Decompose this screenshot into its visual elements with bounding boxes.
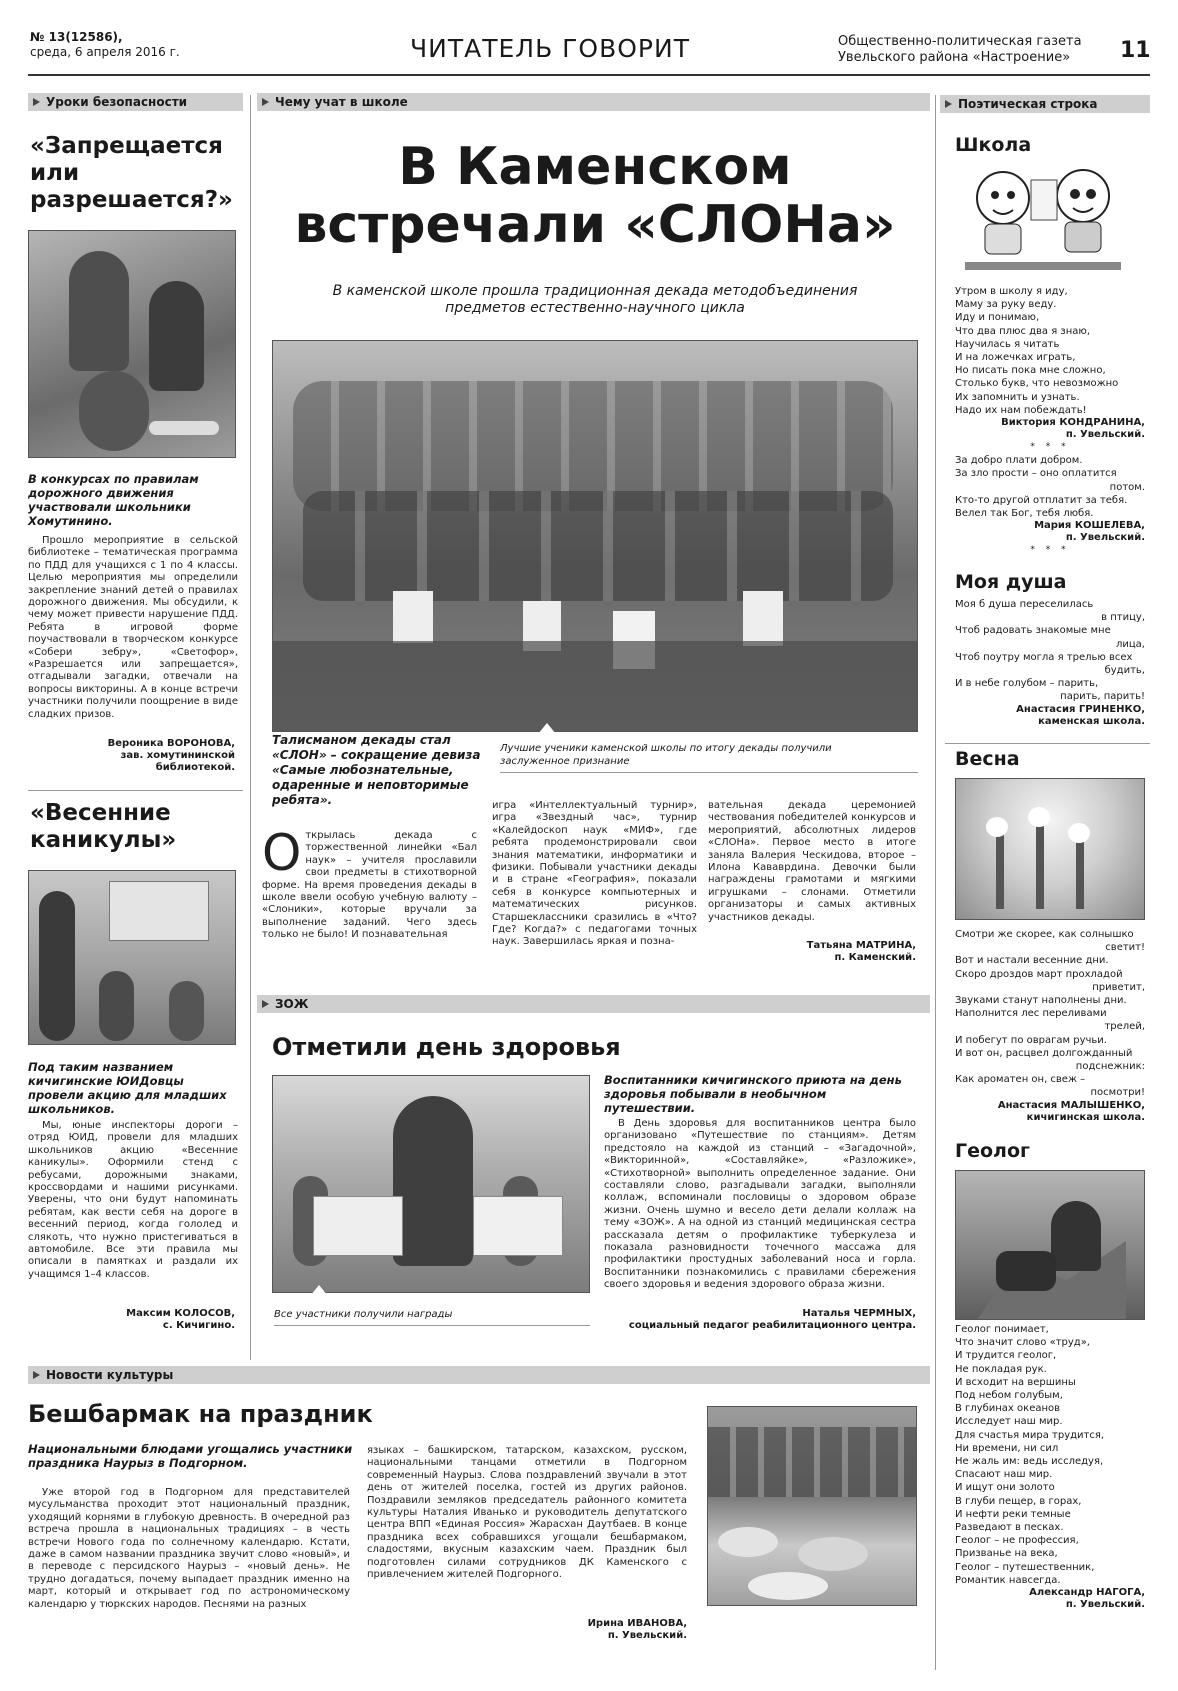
signature-name: Татьяна МАТРИНА,	[806, 940, 916, 951]
signature-name: Мария КОШЕЛЕВА,	[1034, 520, 1145, 532]
signature-place: п. Увельский.	[1065, 532, 1145, 544]
poem-line: И в небе голубом – парить,	[955, 678, 1099, 690]
signature-name: Виктория КОНДРАНИНА,	[1001, 417, 1145, 429]
poem-line: И на ложечках играть,	[955, 352, 1076, 364]
poem-line: Геолог – путешественник,	[955, 1561, 1095, 1573]
signature-place: п. Увельский.	[1065, 429, 1145, 441]
signature-ivanova	[470, 1618, 687, 1642]
photo-children-game	[28, 230, 236, 458]
illustration-school-kids	[955, 160, 1131, 280]
poem-line: И всходит на вершины	[955, 1376, 1076, 1388]
poem-line: Кто-то другой отплатит за тебя.	[955, 494, 1128, 506]
poetry-separator	[945, 743, 1150, 744]
poem-line: И ищут они золото	[955, 1482, 1055, 1494]
rubric-school: Чему учат в школе	[257, 93, 930, 111]
signature-name: Вероника ВОРОНОВА,	[107, 738, 235, 749]
poem-line: Велел так Бог, тебя любя.	[955, 508, 1094, 520]
header-rule	[28, 74, 1150, 76]
paper-name-line2: Увельского района «Настроение»	[838, 50, 1071, 65]
poem-line: Романтик навсегда.	[955, 1574, 1061, 1586]
signature-name: Наталья ЧЕРМНЫХ,	[802, 1308, 916, 1319]
issue-number: № 13(12586),	[30, 30, 123, 44]
article-lead-beshbarmak: Национальными блюдами угощались участники праздника Наурыз в Подгорном.	[28, 1442, 353, 1470]
poem-line: Маму за руку веду.	[955, 299, 1057, 311]
poem-line: парить, парить!	[1060, 691, 1145, 703]
poem-line: подснежник:	[1075, 1061, 1145, 1073]
rubric-culture: Новости культуры	[28, 1366, 930, 1384]
photo-caption-awards: Все участники получили награды	[274, 1309, 453, 1320]
poem-line: Утром в школу я иду,	[955, 286, 1068, 297]
poem-title-soul: Моя душа	[955, 571, 1067, 593]
rubric-poetry: Поэтическая строка	[940, 95, 1150, 113]
signature-place: библиотекой.	[155, 762, 235, 773]
school-kids-icon	[955, 160, 1131, 280]
signature-role: зав. хомутининской	[120, 750, 235, 761]
separator-stars: * * *	[1030, 545, 1070, 556]
article-body-beshbarmak-col1	[28, 1487, 350, 1611]
poem-line: будить,	[1104, 665, 1145, 677]
poem-line: Что значит слово «труд»,	[955, 1337, 1090, 1349]
section-title: ЧИТАТЕЛЬ ГОВОРИТ	[410, 34, 690, 63]
photo-pointer-icon	[310, 1285, 328, 1296]
poem-line: И нефти реки темные	[955, 1508, 1071, 1520]
poem-line: За зло прости – оно оплатится	[955, 468, 1117, 480]
article-lead-health-day: Воспитанники кичигинского приюта на день здоровья побывали в необычном путешествии.	[604, 1073, 902, 1115]
poem-line: Вот и настали весенние дни.	[955, 955, 1109, 967]
photo-caption-students: Лучшие ученики каменской школы по итогу декады получили заслуженное признание	[500, 743, 832, 767]
signature-name: Максим КОЛОСОВ,	[126, 1308, 235, 1319]
separator-stars: * * *	[1030, 442, 1070, 453]
photo-pointer-icon	[538, 723, 556, 734]
poem-line: Научилась я читать	[955, 338, 1060, 350]
signature-place: п. Каменский.	[834, 952, 916, 963]
article-paragraph: игра «Интеллектуальный турнир», игра «Звездный час», турнир «Калейдоскоп наук «МИФ», где ребята продемонстрировали свои знания математики, информатики и физики. Побывали участники декады и в стране «География», показали себя в конкурсе компьютерных и математических рисунков. Старшеклассники сразились в «Что? Где? Когда?» с педагогами точных наук. Завершилась яркая и позна-	[492, 800, 697, 948]
poem-line: Как ароматен он, свеж –	[955, 1074, 1086, 1086]
poem-line: лица,	[1115, 638, 1145, 650]
signature-place: п. Увельский.	[607, 1630, 687, 1641]
article-paragraph: В День здоровья для воспитанников центра было организовано «Путешествие по станциям». Детям предстояло на каждой из станций – «Загадочной», «Викторинной», «Составляйке», «Разложике», «Стихотворной» выполнить определенное задание. Они составляли слово, разгадывали загадки, выполняли коллаж, вспоминали пословицы о здоровом образе жизни. Очень шумно и весело дети делали коллаж на тему «ЗОЖ». А на одной из станций медицинская сестра рассказала детям о профилактике туберкулеза и показала разновидности точечного массажа для профилактики простудных заболеваний носа и горла. Воспитанники познакомились с правилами сбережения своего здоровья и ведения здорового образа жизни.	[604, 1118, 916, 1291]
drop-cap: О	[262, 824, 302, 882]
signature-name: Ирина ИВАНОВА,	[587, 1618, 687, 1629]
signature-place: п. Увельский.	[1065, 1599, 1145, 1611]
poem-line: Чтоб радовать знакомые мне	[955, 625, 1111, 637]
page-number: 11	[1120, 38, 1151, 63]
rubric-zozh: ЗОЖ	[257, 995, 930, 1013]
poem-line: Геолог понимает,	[955, 1324, 1049, 1335]
article-lead-prohibited: В конкурсах по правилам дорожного движения участвовали школьники Хомутинино.	[28, 472, 199, 528]
signature-name: Анастасия ГРИНЕНКО,	[1016, 703, 1145, 715]
photo-yid-stand	[28, 870, 236, 1045]
signature-matrina	[708, 940, 916, 964]
photo-snowdrops	[955, 778, 1145, 920]
article-paragraph: вательная декада церемонией чествования победителей конкурсов и мероприятий, абсолютных лидеров «СЛОНа». Первое место в итоге заняла Валерия Ческидова, второе – Илона Кававрдина. Девочки были награждены грамотами и мягкими игрушками – слонами. Отметили организаторы и самых активных участников декады.	[708, 800, 916, 923]
poem-line: Для счастья мира трудится,	[955, 1429, 1105, 1441]
poem-line: в птицу,	[1101, 612, 1145, 624]
article-paragraph: языках – башкирском, татарском, казахском, русском, национальными танцами отметили в Подгорном современный Наурыз. Слова поздравлений звучали в этот день от жителей поселка, гостей из других районов. Поздравили земляков председатель районного комитета культуры Наталия Иванько и руководитель депутатского центра ВПП «Единая Россия» Жарасхан Даутбаев. В конце праздника всех собравшихся угощали бешбармаком, сладостями, вкусным казахским чаем. Праздник был подготовлен силами сотрудников ДК Каменского с привлечением жителей Подгорного.	[367, 1445, 687, 1581]
poem-title-school: Школа	[955, 134, 1032, 156]
poem-line: Геолог – не профессия,	[955, 1535, 1079, 1547]
article-body-holidays	[28, 1120, 238, 1281]
poem-line: светит!	[1105, 942, 1145, 954]
poem-geologist	[955, 1323, 1145, 1611]
article-paragraph: Прошло мероприятие в сельской библиотеке – тематическая программа по ПДД для учащихся с 1 по 4 классы. Целью мероприятия мы определили закрепление знаний детей о правилах дорожного движения. Мы обсудили, к чему может привести нарушение ПДД. Ребята в игровой форме поучаствовали в творческом конкурсе «Собери зебру», «Светофор», «Разрешается или запрещается», отгадывали загадки, отвечали на вопросы викторины. А в конце встречи участники получили поощрение в виде сладких призов.	[28, 535, 238, 720]
article-body-prohibited	[28, 535, 238, 721]
poem-line: потом.	[1109, 481, 1145, 493]
caption-underline	[274, 1325, 590, 1326]
issue-date: среда, 6 апреля 2016 г.	[30, 45, 180, 59]
article-lead-slon: Талисманом декады стал «СЛОН» – сокращение девиза «Самые любознательные, одаренные и неповторимые ребята».	[272, 733, 481, 807]
poem-line: Иду и понимаю,	[955, 312, 1040, 324]
signature-kolosov	[28, 1308, 235, 1332]
photo-best-students	[272, 340, 918, 732]
column-divider-right	[935, 95, 936, 1670]
poem-line: трелей,	[1104, 1021, 1145, 1033]
poem-line: Надо их нам побеждать!	[955, 404, 1087, 416]
poem-title-spring: Весна	[955, 748, 1020, 770]
signature-place: каменская школа.	[1038, 715, 1145, 727]
signature-place: кичигинская школа.	[1026, 1111, 1145, 1123]
poem-line: Их запомнить и узнать.	[955, 391, 1080, 403]
poem-line: Спасают наш мир.	[955, 1469, 1053, 1481]
article-paragraph: Мы, юные инспекторы дороги – отряд ЮИД, провели для младших школьников акцию «Весенние каникулы». Оформили стенд с ребусами, дорожными знаками, кроссвордами и нашими рисунками. Уверены, что они будут напоминать ребятам, как вести себя на дороге в весенний период, когда гололед и слякоть, что нужно пристегиваться в автомобиле. Все эти правила мы описали в памятках и раздали их учащимся 1–4 классов.	[28, 1120, 238, 1280]
poem-line: В глубинах океанов	[955, 1403, 1061, 1415]
photo-nauryz-feast	[707, 1406, 917, 1606]
article-paragraph: Уже второй год в Подгорном для представителей мусульманства проходит этот национальный праздник, уходящий корнями в глубокую древность. В очередной раз встреча прошла в национальных традициях – в честь встречи Нового года по солнечному календарю. Кстати, даже в самом названии праздника звучит слово «новый», и в переводе с персидского Наурыз – «новый день». Не трудно догадаться, почему выпадает праздник именно на март, который и открывает год по астрономическому календарю у тюркских народов. Песнями на разных	[28, 1487, 350, 1610]
paper-name-line1: Общественно-политическая газета	[838, 34, 1082, 49]
article-body-beshbarmak-col2	[367, 1445, 687, 1581]
signature-place: с. Кичигино.	[162, 1320, 235, 1331]
signature-chermnykh	[580, 1308, 916, 1332]
poem-line: Что два плюс два я знаю,	[955, 325, 1091, 337]
title-line: встречали «СЛОНа»	[294, 195, 896, 255]
poem-line: Наполнится лес переливами	[955, 1008, 1107, 1020]
article-subtitle-slon: В каменской школе прошла традиционная декада методобъединения предметов естественно-научного цикла	[332, 283, 858, 316]
rubric-safety: Уроки безопасности	[28, 93, 243, 111]
article-paragraph: ткрылась декада с торжественной линейки «Бал наук» – учителя прославили свои предметы в стихотворной форме. На время проведения декады в школе ввели особую учебную валюту – «Слоники», которые вручали за выполнение заданий. Чего здесь только не было! И познавательная	[262, 830, 477, 941]
article-title-beshbarmak: Бешбармак на праздник	[28, 1400, 373, 1428]
article-title-health-day: Отметили день здоровья	[272, 1033, 621, 1061]
poem-line: Звуками станут наполнены дни.	[955, 995, 1127, 1007]
poem-line: И трудится геолог,	[955, 1350, 1057, 1362]
poem-line: Но писать пока мне сложно,	[955, 365, 1106, 377]
poem-line: Разведают в песках.	[955, 1522, 1064, 1534]
column-divider-left	[250, 95, 251, 1360]
poem-title-geologist: Геолог	[955, 1140, 1030, 1162]
signature-name: Александр НАГОГА,	[1029, 1587, 1145, 1599]
article-lead-holidays: Под таким названием кичигинские ЮИДовцы провели акцию для младших школьников.	[28, 1060, 227, 1116]
caption-underline	[500, 772, 918, 773]
poem-line: Не жаль им: ведь исследуя,	[955, 1456, 1104, 1468]
poem-soul	[955, 598, 1145, 728]
poem-line: Смотри же скорее, как солнышко	[955, 929, 1134, 940]
poem-line: приветит,	[1092, 981, 1145, 993]
signature-voronova	[28, 738, 235, 774]
poem-line: посмотри!	[1090, 1087, 1145, 1099]
poem-line: Столько букв, что невозможно	[955, 378, 1119, 390]
poem-school	[955, 285, 1145, 557]
article-title-holidays: «Весенние каникулы»	[30, 800, 177, 853]
photo-geologist	[955, 1170, 1145, 1320]
article-body-slon-col3	[708, 800, 916, 924]
left-separator	[28, 790, 243, 791]
article-body-health-day	[604, 1118, 916, 1292]
signature-name: Анастасия МАЛЫШЕНКО,	[997, 1099, 1145, 1111]
article-title-slon	[255, 138, 935, 254]
article-body-slon-col2	[492, 800, 697, 949]
photo-health-day-children	[272, 1075, 590, 1293]
title-line: В Каменском	[398, 137, 792, 197]
poem-line: В глуби пещер, в горах,	[955, 1495, 1082, 1507]
poem-line: Скоро дроздов март прохладой	[955, 968, 1123, 980]
poem-line: И вот он, расцвел долгожданный	[955, 1047, 1133, 1059]
poem-line: Ни времени, ни сил	[955, 1442, 1059, 1454]
poem-line: Под небом голубым,	[955, 1390, 1063, 1402]
signature-role: социальный педагог реабилитационного центра.	[628, 1320, 916, 1331]
article-title-prohibited: «Запрещается или разрешается?»	[30, 133, 233, 213]
poem-line: За добро плати добром.	[955, 455, 1083, 467]
poem-line: И побегут по оврагам ручьи.	[955, 1034, 1107, 1046]
article-body-slon-col1	[262, 824, 477, 942]
poem-line: Чтоб поутру могла я трелью всех	[955, 651, 1133, 663]
poem-line: Не покладая рук.	[955, 1363, 1047, 1375]
poem-line: Моя б душа переселилась	[955, 599, 1094, 610]
poem-line: Призванье на века,	[955, 1548, 1058, 1560]
poem-spring	[955, 928, 1145, 1124]
poem-line: Исследует наш мир.	[955, 1416, 1063, 1428]
